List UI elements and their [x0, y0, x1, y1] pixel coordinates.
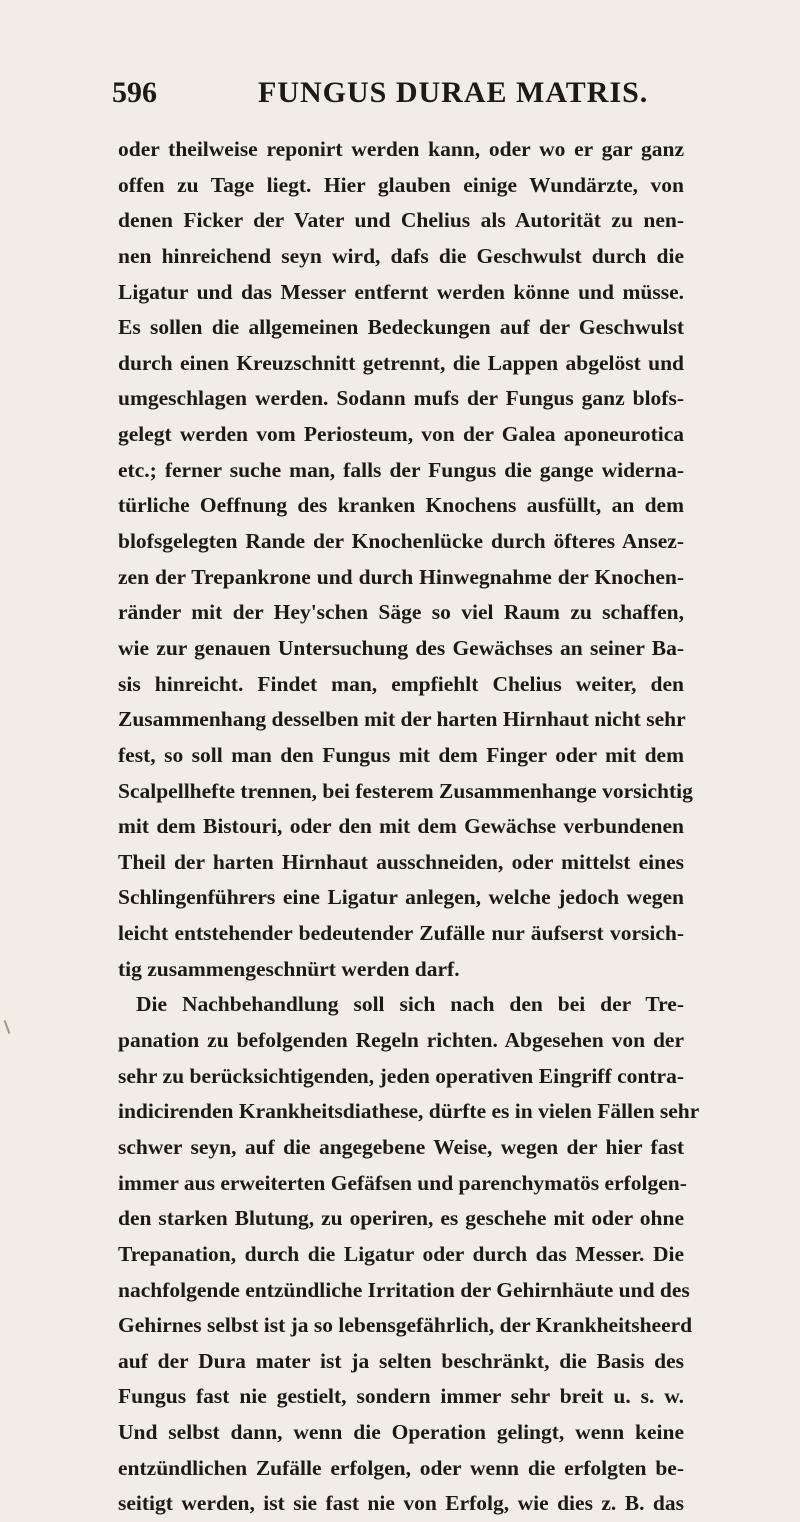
- page-number: 596: [112, 76, 157, 109]
- text-line: etc.; ferner suche man, falls der Fungus die gange widerna-: [118, 457, 684, 482]
- page-header: [112, 76, 680, 116]
- text-line: immer aus erweiterten Gefäfsen und parenchymatös erfolgen-: [118, 1170, 687, 1195]
- body-text: [118, 132, 700, 1522]
- text-line: denen Ficker der Vater und Chelius als Autorität zu nen-: [118, 208, 684, 233]
- text-line: Scalpellhefte trennen, bei festerem Zusammenhange vorsichtig: [118, 778, 693, 803]
- text-line: mit dem Bistouri, oder den mit dem Gewächse verbundenen: [118, 814, 684, 839]
- text-line: offen zu Tage liegt. Hier glauben einige Wundärzte, von: [118, 172, 684, 197]
- text-line: durch einen Kreuzschnitt getrennt, die Lappen abgelöst und: [118, 350, 684, 375]
- text-line: wie zur genauen Untersuchung des Gewächses an seiner Ba-: [118, 635, 684, 660]
- margin-mark: [4, 1020, 11, 1034]
- text-line: auf der Dura mater ist ja selten beschränkt, die Basis des: [118, 1348, 684, 1373]
- text-line: den starken Blutung, zu operiren, es geschehe mit oder ohne: [118, 1206, 684, 1231]
- text-line: Ligatur und das Messer entfernt werden könne und müsse.: [118, 279, 684, 304]
- text-line: ränder mit der Hey'schen Säge so viel Raum zu schaffen,: [118, 600, 684, 625]
- text-line: Gehirnes selbst ist ja so lebensgefährlich, der Krankheitsheerd: [118, 1313, 693, 1338]
- text-line: Theil der harten Hirnhaut ausschneiden, oder mittelst eines: [118, 849, 684, 874]
- text-line: zen der Trepankrone und durch Hinwegnahme der Knochen-: [118, 564, 684, 589]
- text-line: Es sollen die allgemeinen Bedeckungen auf der Geschwulst: [118, 315, 684, 340]
- text-line: tig zusammengeschnürt werden darf.: [118, 956, 460, 981]
- text-line: Die Nachbehandlung soll sich nach den bei der Tre-: [136, 992, 684, 1017]
- text-line: sehr zu berücksichtigenden, jeden operativen Eingriff contra-: [118, 1063, 684, 1088]
- text-line: nen hinreichend seyn wird, dafs die Geschwulst durch die: [118, 243, 684, 268]
- text-line: panation zu befolgenden Regeln richten. Abgesehen von der: [118, 1028, 684, 1053]
- text-line: Trepanation, durch die Ligatur oder durch das Messer. Die: [118, 1241, 684, 1266]
- text-line: leicht entstehender bedeutender Zufälle nur äufserst vorsich-: [118, 921, 684, 946]
- text-line: blofsgelegten Rande der Knochenlücke durch öfteres Ansez-: [118, 529, 684, 554]
- text-line: schwer seyn, auf die angegebene Weise, wegen der hier fast: [118, 1134, 684, 1159]
- text-line: sis hinreicht. Findet man, empfiehlt Chelius weiter, den: [118, 671, 684, 696]
- text-line: Und selbst dann, wenn die Operation gelingt, wenn keine: [118, 1420, 684, 1445]
- text-line: umgeschlagen werden. Sodann mufs der Fungus ganz blofs-: [118, 386, 684, 411]
- text-line: Schlingenführers eine Ligatur anlegen, welche jedoch wegen: [118, 885, 684, 910]
- text-line: nachfolgende entzündliche Irritation der Gehirnhäute und des: [118, 1277, 690, 1302]
- text-line: indicirenden Krankheitsdiathese, dürfte es in vielen Fällen sehr: [118, 1099, 700, 1124]
- text-line: entzündlichen Zufälle erfolgen, oder wenn die erfolgten be-: [118, 1455, 684, 1480]
- text-line: Zusammenhang desselben mit der harten Hirnhaut nicht sehr: [118, 707, 686, 732]
- text-line: seitigt werden, ist sie fast nie von Erfolg, wie dies z. B. das: [118, 1491, 684, 1516]
- text-line: gelegt werden vom Periosteum, von der Galea aponeurotica: [118, 422, 684, 447]
- running-head: FUNGUS DURAE MATRIS.: [258, 76, 649, 109]
- text-line: fest, so soll man den Fungus mit dem Finger oder mit dem: [118, 742, 684, 767]
- text-line: oder theilweise reponirt werden kann, oder wo er gar ganz: [118, 137, 684, 161]
- text-line: Fungus fast nie gestielt, sondern immer sehr breit u. s. w.: [118, 1384, 684, 1409]
- text-line: türliche Oeffnung des kranken Knochens ausfüllt, an dem: [118, 493, 684, 518]
